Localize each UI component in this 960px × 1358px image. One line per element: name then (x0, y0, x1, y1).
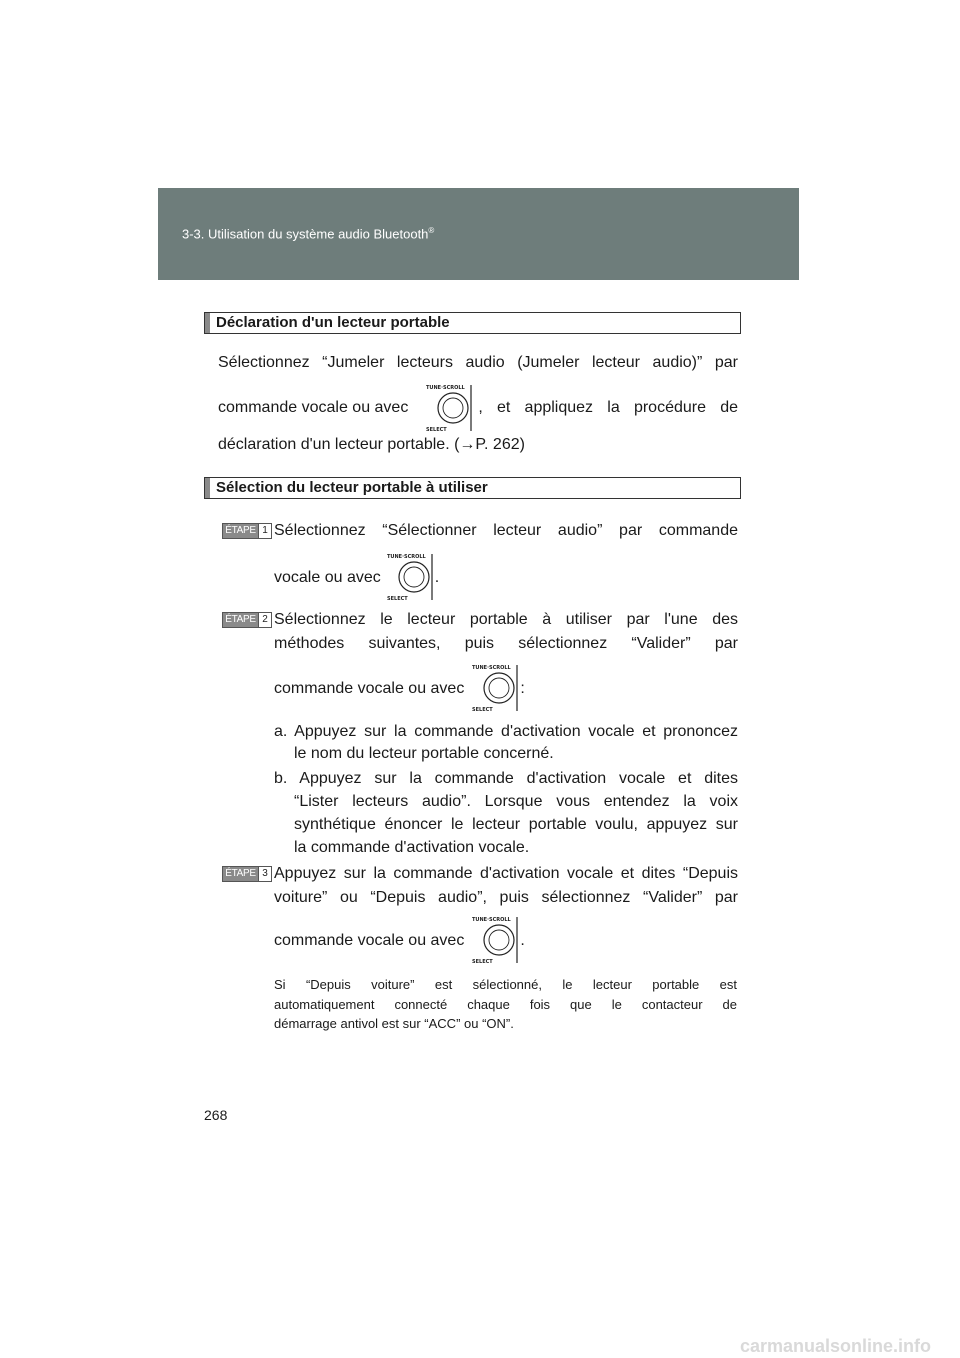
step1-line-with-knob: vocale ou avec TUNE·SCROLL SELECT . (274, 552, 439, 602)
step3-line-with-knob: commande vocale ou avec TUNE·SCROLL SELECT . (274, 915, 525, 965)
section-title: Sélection du lecteur portable à utiliser (216, 479, 488, 496)
svg-text:TUNE·SCROLL: TUNE·SCROLL (426, 385, 466, 391)
step-badge-2: ÉTAPE 2 (222, 612, 272, 628)
option-b-text: b. Appuyez sur la commande d'activation vocale et dites (274, 770, 738, 787)
paragraph-line-with-knob: commande vocale ou avec TUNE·SCROLL SELECT , et appliquez la procédure de (218, 388, 738, 428)
step2-text: Sélectionnez le lecteur portable à utiliser par l'une des (274, 611, 738, 628)
option-b-text: la commande d'activation vocale. (294, 839, 530, 856)
paragraph-line: Sélectionnez “Jumeler lecteurs audio (Jumeler lecteur audio)” par (218, 354, 738, 371)
tune-scroll-knob-icon (472, 661, 520, 715)
note-text: automatiquement connecté chaque fois que le contacteur de (274, 997, 737, 1012)
step2-line-with-knob: commande vocale ou avec TUNE·SCROLL SELECT : (274, 663, 525, 713)
chapter-title: 3-3. Utilisation du système audio Bluetooth® (182, 226, 435, 242)
svg-text:SELECT: SELECT (472, 707, 494, 713)
svg-text:TUNE·SCROLL: TUNE·SCROLL (472, 665, 512, 671)
step-badge-3: ÉTAPE 3 (222, 866, 272, 882)
tune-scroll-knob-icon (387, 550, 435, 604)
svg-text:SELECT: SELECT (426, 427, 448, 433)
svg-text:TUNE·SCROLL: TUNE·SCROLL (386, 554, 426, 560)
tune-scroll-knob-icon (426, 381, 474, 435)
paragraph-line: déclaration d'un lecteur portable. (→P. 262) (218, 436, 525, 453)
page-number: 268 (204, 1107, 228, 1123)
svg-text:SELECT: SELECT (386, 596, 408, 602)
step2-text: méthodes suivantes, puis sélectionnez “Valider” par (274, 635, 738, 652)
chapter-header (158, 188, 799, 280)
svg-text:SELECT: SELECT (472, 959, 494, 965)
step3-text: Appuyez sur la commande d'activation vocale et dites “Depuis (274, 865, 738, 882)
option-b-text: “Lister lecteurs audio”. Lorsque vous entendez la voix (294, 793, 738, 810)
step1-text: Sélectionnez “Sélectionner lecteur audio” par commande (274, 522, 738, 539)
note-text: démarrage antivol est sur “ACC” ou “ON”. (274, 1016, 514, 1031)
step3-text: voiture” ou “Depuis audio”, puis sélectionnez “Valider” par (274, 889, 738, 906)
option-a-text: a. Appuyez sur la commande d'activation vocale et prononcez (274, 723, 738, 740)
section-title: Déclaration d'un lecteur portable (216, 314, 450, 331)
note-text: Si “Depuis voiture” est sélectionné, le lecteur portable est (274, 977, 737, 992)
tune-scroll-knob-icon (472, 913, 520, 967)
watermark: carmanualsonline.info (740, 1336, 932, 1356)
svg-text:TUNE·SCROLL: TUNE·SCROLL (472, 917, 512, 923)
section-heading-declaration (204, 312, 741, 334)
option-b-text: synthétique énoncer le lecteur portable voulu, appuyez sur (294, 816, 738, 833)
section-heading-selection (204, 477, 741, 499)
step-badge-1: ÉTAPE 1 (222, 523, 272, 539)
option-a-text: le nom du lecteur portable concerné. (294, 745, 554, 762)
